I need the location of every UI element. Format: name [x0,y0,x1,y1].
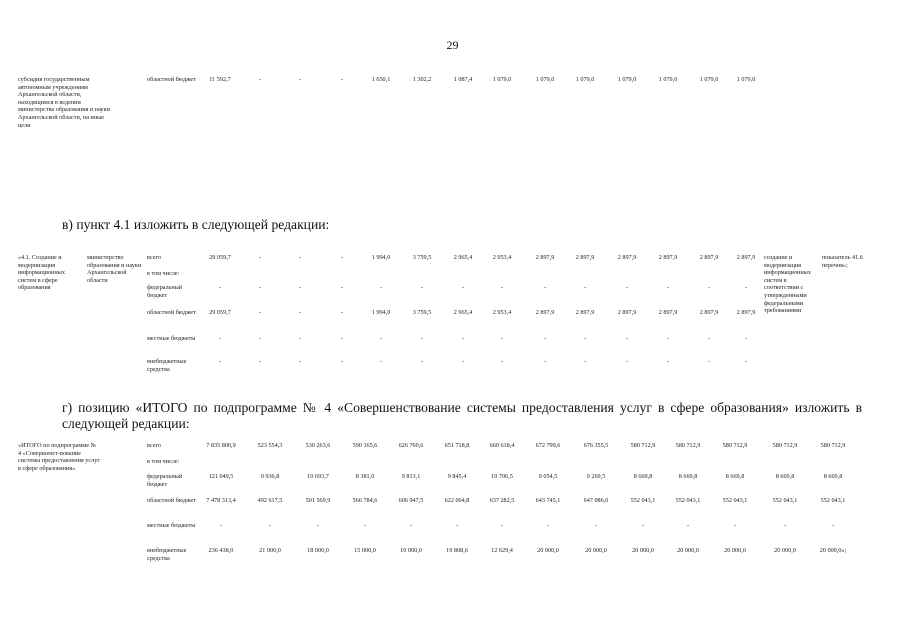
value-cell: - [831,522,835,529]
value-cell: 651 718,8 [444,442,470,449]
value-cell: - [218,335,222,342]
value-cell: 236 438,0 [208,547,234,554]
value-cell: - [744,335,748,342]
value-cell: - [583,284,587,291]
value-cell: 8 669,8 [678,473,698,480]
value-cell: 12 629,4 [491,547,513,554]
value-cell: 2 897,9 [617,309,637,316]
value-cell: - [783,522,787,529]
value-cell: 1 079,0 [736,76,756,83]
value-cell: 20 000,0»; [819,547,847,554]
page-number: 29 [446,38,459,52]
value-cell: - [641,522,645,529]
value-cell: 1 087,4 [453,76,473,83]
row-label: местные бюджеты [147,335,196,342]
value-cell: 20 000,0 [677,547,699,554]
value-cell: 20 000,0 [774,547,796,554]
value-cell: - [218,284,222,291]
value-cell: - [258,335,262,342]
value-cell: - [379,335,383,342]
value-cell: 523 554,3 [257,442,283,449]
heading-item-g: г) позицию «ИТОГО по подпрограмме № 4 «Совершенствование системы предоставления услуг в сфере образования» изложить в следующей редакции: [62,400,862,431]
value-cell: - [500,335,504,342]
value-cell: 622 064,8 [444,497,470,504]
value-cell: - [733,522,737,529]
value-cell: 10 000,0 [400,547,422,554]
value-cell: 2 897,9 [736,309,756,316]
value-cell: - [298,309,302,316]
row-label: областной бюджет [147,497,196,504]
value-cell: - [363,522,367,529]
value-cell: 643 745,1 [535,497,561,504]
item-indicator: показатель 41.6 перечня»; [822,254,863,269]
value-cell: 9 936,8 [260,473,280,480]
row-label: в том числе: [147,270,180,277]
value-cell: 2 965,4 [453,309,473,316]
value-cell: - [409,522,413,529]
value-cell: - [298,335,302,342]
value-cell: 580 712,9 [772,442,798,449]
value-cell: 580 712,9 [820,442,846,449]
value-cell: - [268,522,272,529]
value-cell: - [583,335,587,342]
value-cell: 647 086,0 [583,497,609,504]
row-label: всего [147,442,161,449]
value-cell: 10 706,5 [491,473,513,480]
row-label: федеральный бюджет [147,284,183,299]
row-label: в том числе: [147,458,180,465]
value-cell: 2 965,4 [453,254,473,261]
value-cell: 19 808,6 [446,547,468,554]
value-cell: - [316,522,320,529]
value-cell: 1 079,0 [492,76,512,83]
value-cell: 552 043,1 [675,497,701,504]
value-cell: 566 784,6 [352,497,378,504]
value-cell: - [625,284,629,291]
value-cell: 2 953,4 [492,254,512,261]
value-cell: 2 953,4 [492,309,512,316]
item-name: «4.1. Создание и модернизация информационных систем в сфере образования [18,254,65,292]
value-cell: 21 000,0 [259,547,281,554]
value-cell: 20 000,0 [585,547,607,554]
heading-item-v: в) пункт 4.1 изложить в следующей редакции: [62,217,330,232]
value-cell: - [340,358,344,365]
value-cell: - [420,284,424,291]
value-cell: - [543,284,547,291]
value-cell: 501 569,9 [305,497,331,504]
value-cell: - [258,254,262,261]
value-cell: - [500,358,504,365]
row-label: областной бюджет [147,309,196,316]
value-cell: 2 897,9 [736,254,756,261]
value-cell: - [340,309,344,316]
value-cell: - [455,522,459,529]
value-cell: 1 650,1 [371,76,391,83]
value-cell: - [258,309,262,316]
value-cell: 3 759,5 [412,254,432,261]
item-executor: министерство образования и науки Архангельской области [87,254,142,284]
value-cell: 29 059,7 [209,309,231,316]
value-cell: 2 897,9 [617,254,637,261]
value-cell: - [298,76,302,83]
value-cell: 10 693,7 [307,473,329,480]
value-cell: - [340,76,344,83]
value-cell: 580 712,9 [722,442,748,449]
value-cell: - [744,284,748,291]
value-cell: 552 043,1 [772,497,798,504]
value-cell: - [461,335,465,342]
value-cell: 9 269,5 [586,473,606,480]
value-cell: 9 813,1 [401,473,421,480]
value-cell: - [298,358,302,365]
value-cell: - [298,284,302,291]
row-label: областной бюджет [147,76,196,83]
value-cell: 672 799,6 [535,442,561,449]
value-cell: - [666,358,670,365]
value-cell: - [666,284,670,291]
value-cell: 15 000,0 [354,547,376,554]
value-cell: - [707,358,711,365]
total-name: «ИТОГО по подпрограмме № 4 «Совершенст-вование системы предоставления услуг в сфере образования» [18,442,100,472]
value-cell: - [379,358,383,365]
row-label: федеральный бюджет [147,473,183,488]
value-cell: 530 263,6 [305,442,331,449]
value-cell: - [707,335,711,342]
value-cell: - [379,284,383,291]
value-cell: 7 478 313,4 [206,497,236,504]
value-cell: 2 897,9 [535,309,555,316]
value-cell: 552 043,1 [722,497,748,504]
value-cell: 9 054,5 [538,473,558,480]
value-cell: - [686,522,690,529]
value-cell: 20 000,0 [724,547,746,554]
value-cell: 18 000,0 [307,547,329,554]
value-cell: - [461,284,465,291]
row-description: субсидия государственным автономным учреждениям Архангельской области, находящимся в ведении министерства образования и науки Архангельской области, на иные цели [18,76,110,129]
value-cell: 8 669,8 [775,473,795,480]
value-cell: - [500,284,504,291]
value-cell: 626 760,6 [398,442,424,449]
value-cell: 590 165,6 [352,442,378,449]
row-label: всего [147,254,161,261]
value-cell: - [340,254,344,261]
value-cell: 2 897,9 [658,309,678,316]
value-cell: 8 669,8 [823,473,843,480]
value-cell: 492 617,5 [257,497,283,504]
value-cell: 676 355,5 [583,442,609,449]
value-cell: - [258,358,262,365]
value-cell: - [420,358,424,365]
value-cell: 7 835 800,9 [206,442,236,449]
row-label: внебюджетные средства [147,358,187,373]
value-cell: 3 759,5 [412,309,432,316]
value-cell: 8 669,8 [725,473,745,480]
value-cell: - [543,335,547,342]
value-cell: 580 712,9 [630,442,656,449]
value-cell: 2 897,9 [575,254,595,261]
value-cell: - [500,522,504,529]
value-cell: 552 043,1 [820,497,846,504]
value-cell: 121 049,5 [208,473,234,480]
value-cell: 1 079,0 [617,76,637,83]
value-cell: - [594,522,598,529]
value-cell: - [258,76,262,83]
value-cell: 1 994,0 [371,254,391,261]
value-cell: 1 079,0 [535,76,555,83]
value-cell: - [543,358,547,365]
value-cell: - [258,284,262,291]
value-cell: 637 282,5 [489,497,515,504]
value-cell: - [219,522,223,529]
value-cell: 11 592,7 [209,76,231,83]
value-cell: 606 947,5 [398,497,424,504]
value-cell: 660 618,4 [489,442,515,449]
value-cell: - [546,522,550,529]
value-cell: 2 897,9 [658,254,678,261]
value-cell: 29 059,7 [209,254,231,261]
value-cell: 1 994,0 [371,309,391,316]
value-cell: 1 079,0 [575,76,595,83]
value-cell: 2 897,9 [575,309,595,316]
value-cell: 20 000,0 [632,547,654,554]
value-cell: - [744,358,748,365]
value-cell: 2 897,9 [535,254,555,261]
value-cell: 9 845,4 [447,473,467,480]
value-cell: 1 079,0 [699,76,719,83]
value-cell: - [583,358,587,365]
value-cell: 8 669,8 [633,473,653,480]
value-cell: 552 043,1 [630,497,656,504]
value-cell: - [625,335,629,342]
value-cell: 2 897,9 [699,254,719,261]
value-cell: - [218,358,222,365]
value-cell: 580 712,9 [675,442,701,449]
value-cell: - [340,335,344,342]
value-cell: - [625,358,629,365]
value-cell: - [666,335,670,342]
value-cell: - [707,284,711,291]
value-cell: 1 079,0 [658,76,678,83]
value-cell: 20 000,0 [537,547,559,554]
item-result: создание и модернизация информационных систем в соответствии с утвержденными федеральными требованиями [764,254,811,315]
value-cell: - [461,358,465,365]
value-cell: 8 381,0 [355,473,375,480]
value-cell: - [298,254,302,261]
value-cell: - [340,284,344,291]
value-cell: 2 897,9 [699,309,719,316]
row-label: местные бюджеты [147,522,196,529]
row-label: внебюджетные средства [147,547,187,562]
value-cell: 1 302,2 [412,76,432,83]
value-cell: - [420,335,424,342]
